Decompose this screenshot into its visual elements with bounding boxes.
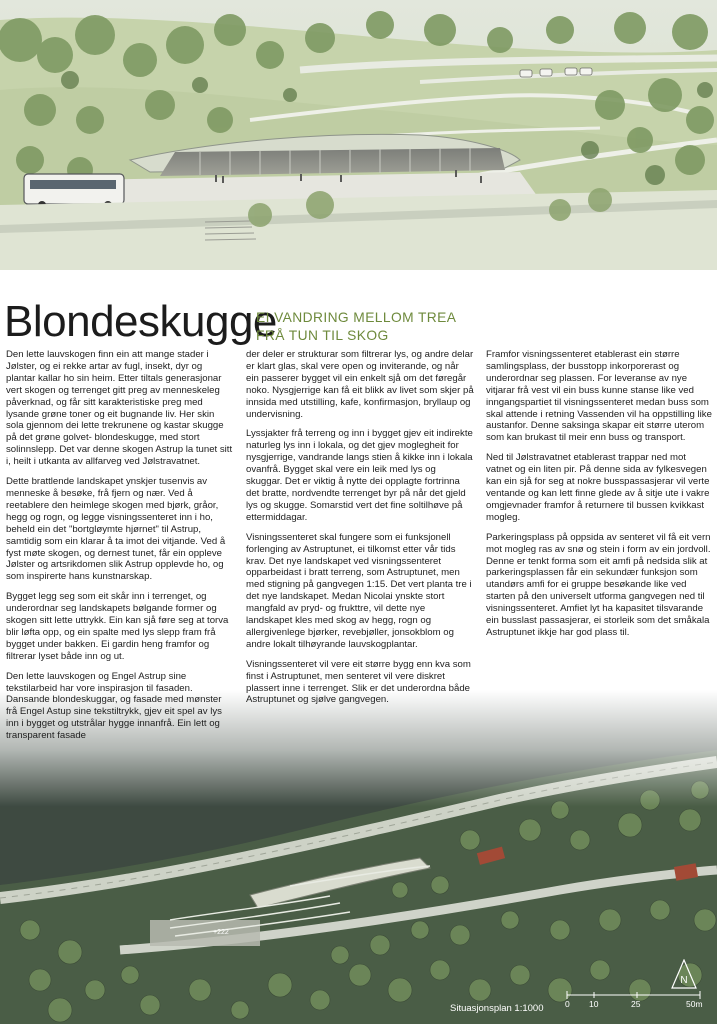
scale-label: 0: [565, 999, 570, 1009]
page-title: Blondeskugge: [4, 297, 277, 346]
north-label: N: [680, 975, 688, 986]
text-column-1: [6, 349, 234, 749]
scale-label: 10: [589, 999, 599, 1009]
paragraph: Bygget legg seg som eit skår inn i terrenget, og underordnar seg landskapets bølgande former og skogen sitt lette uttrykk. Ein kan sjå føre seg at torva blir løfta opp, og ein spalte med lys slepp fram frå bygget under bakken. Ei gardin heng framfor og filtrerar lyset både inn og ut.: [6, 591, 229, 662]
scale-label: 25: [631, 999, 641, 1009]
text-column-2: [246, 349, 474, 749]
scale-bar: [565, 990, 710, 1020]
elevation-label: +222: [213, 929, 229, 936]
paragraph: Visningssenteret skal fungere som ei funksjonell forlenging av Astruptunet, ei tilkomst etter vår tids krav. Det nye landskapet ved visningssenteret opparbeidast i bratt terreng, som Astruptunet, men med stigning på gangvegen 1:15. Det vert planta tre i det nye landskapet. Medan Nicolai ynskte stort mangfald av pryd- og frukttre, vil dette nye landskapet kles med skog av hegg, rogn og allergivenlege bjørker, revebjøller, jonsokblom og andre lokalt tilhøyrande lauvskogplantar.: [246, 531, 472, 650]
subtitle-line-1: EI VANDRING MELLOM TREA: [256, 310, 457, 325]
text-column-3: [486, 349, 714, 749]
subtitle: [256, 309, 456, 345]
paragraph: Parkeringsplass på oppsida av senteret vil få eit vern mot mogleg ras av snø og stein i form av ein jordvoll. Denne er tenkt forma som eit amfi på nedsida slik at parkeringsplassen får ein sekundær funksjon som utandørs amfi for ei gruppe besøkande like ved starten på den universelt utforma gangvegen ned til visningssenteret. Amfiet lyt ha kapasitet tilsvarande ein busslast passasjerar, ei storleik som det småkala Astruptunet ikkje har god plass til.: [486, 531, 711, 638]
body-text: [6, 349, 714, 749]
paragraph: Visningssenteret vil vere eit større bygg enn kva som finst i Astruptunet, men senteret vil vere diskret plassert inne i terrenget. Slik er det underordna både Astruptunet og sjølve gangvegen.: [246, 658, 471, 706]
paragraph: Den lette lauvskogen og Engel Astrup sine tekstilarbeid har vore inspirasjon til fasaden. Dansande blondeskuggar, og fasade med mønster frå Engel Astup sine tekstiltrykk, gjev eit spel av lys inn i bygget og utstrålar hygge innanfrå. Ein lett og transparent fasade: [6, 670, 222, 742]
subtitle-line-2: FRÅ TUN TIL SKOG: [256, 328, 389, 343]
paragraph: Lyssjakter frå terreng og inn i bygget gjev eit indirekte naturleg lys inn i lokala, og det gjev moglegheit for nysgjerrige, vandrande langs stien å kikke inn i lokala ovanfrå. Bygget skal vere ein leik med lys og skuggar. Det er viktig å nytte dei opplagte fortrinna det bratte, nordvendte terrenget byr på når det gjeld lys og skugge. Somarstid vert det fine soltilhøve på ettermiddagar.: [246, 428, 473, 523]
paragraph: Framfor visningssenteret etablerast ein større samlingsplass, der busstopp inkorporerast og underordnar seg plassen. For leveranse av nye vitjarar frå vest vil ein buss kunne stanse like ved inngangspartiet til visningssenteret medan buss som skal attende i retning Vassenden vil ha oppstilling like austanfor. Denne saksinga skapar eit større uterom som kan brukast til meir enn buss og transport.: [486, 349, 712, 444]
hero-perspective-illustration: [0, 0, 717, 285]
paragraph: der deler er strukturar som filtrerar lys, og andre delar er klart glas, skal vere open og inviterande, og når ein passerer bygget vil ein enkelt sjå om det føregår noko. Nysgjerrige kan få eit blikk av livet som skjer på innsida med utstilling, kafe, konfirmasjon, bryllaup og undervisning.: [246, 349, 474, 420]
plan-caption: Situasjonsplan 1:1000: [450, 1003, 544, 1014]
paragraph: Ned til Jølstravatnet etablerast trappar ned mot vatnet og ein liten pir. På denne sida av fylkesvegen kan ein sjå for seg at nokre busspassasjerar vil verte ventande og kan lett finne glede av å sitje ute i vakre omgjevnader framfor å returnere til bussen kvikkast mogleg.: [486, 452, 710, 523]
scale-label: 50m: [686, 999, 703, 1009]
paragraph: Dette brattlende landskapet ynskjer tusenvis av menneske å besøke, frå fjern og nær. Ved å reetablere den heimlege skogen med bjørk, gråor, hegg og rogn, og legge visningssenteret inn i ho, beheld ein det "bortgløymte hjørnet" til Astrup, samtidig som ein klarar å ta imot dei vitjande. Ved å fyst møte skogen, og dernest tunet, får ein oppleve Jølster og artsrikdomen slik Astrup opplevde ho, og som inspirerte hans kunstnarskap.: [6, 476, 226, 583]
north-arrow-icon: [671, 959, 697, 989]
paragraph: Den lette lauvskogen finn ein att mange stader i Jølster, og ei rekke artar av fugl, insekt, dyr og plantar kallar ho sin heim. Etter tiltals generasjonar vert skogen og terrenget gitt preg av menneskeleg påverknad, og får sitt karakteristiske preg med lysande grøne toner og eit bugnande liv. Her skin sola gjennom dei lette trekrunene og kastar skugge på det grøne golvet- blondeskugge, med stort solinnslepp. Det var denne skogen Astrup la tunet sitt i, heilt i utkanta av allfarveg ved Jølstravatnet.: [6, 349, 233, 468]
